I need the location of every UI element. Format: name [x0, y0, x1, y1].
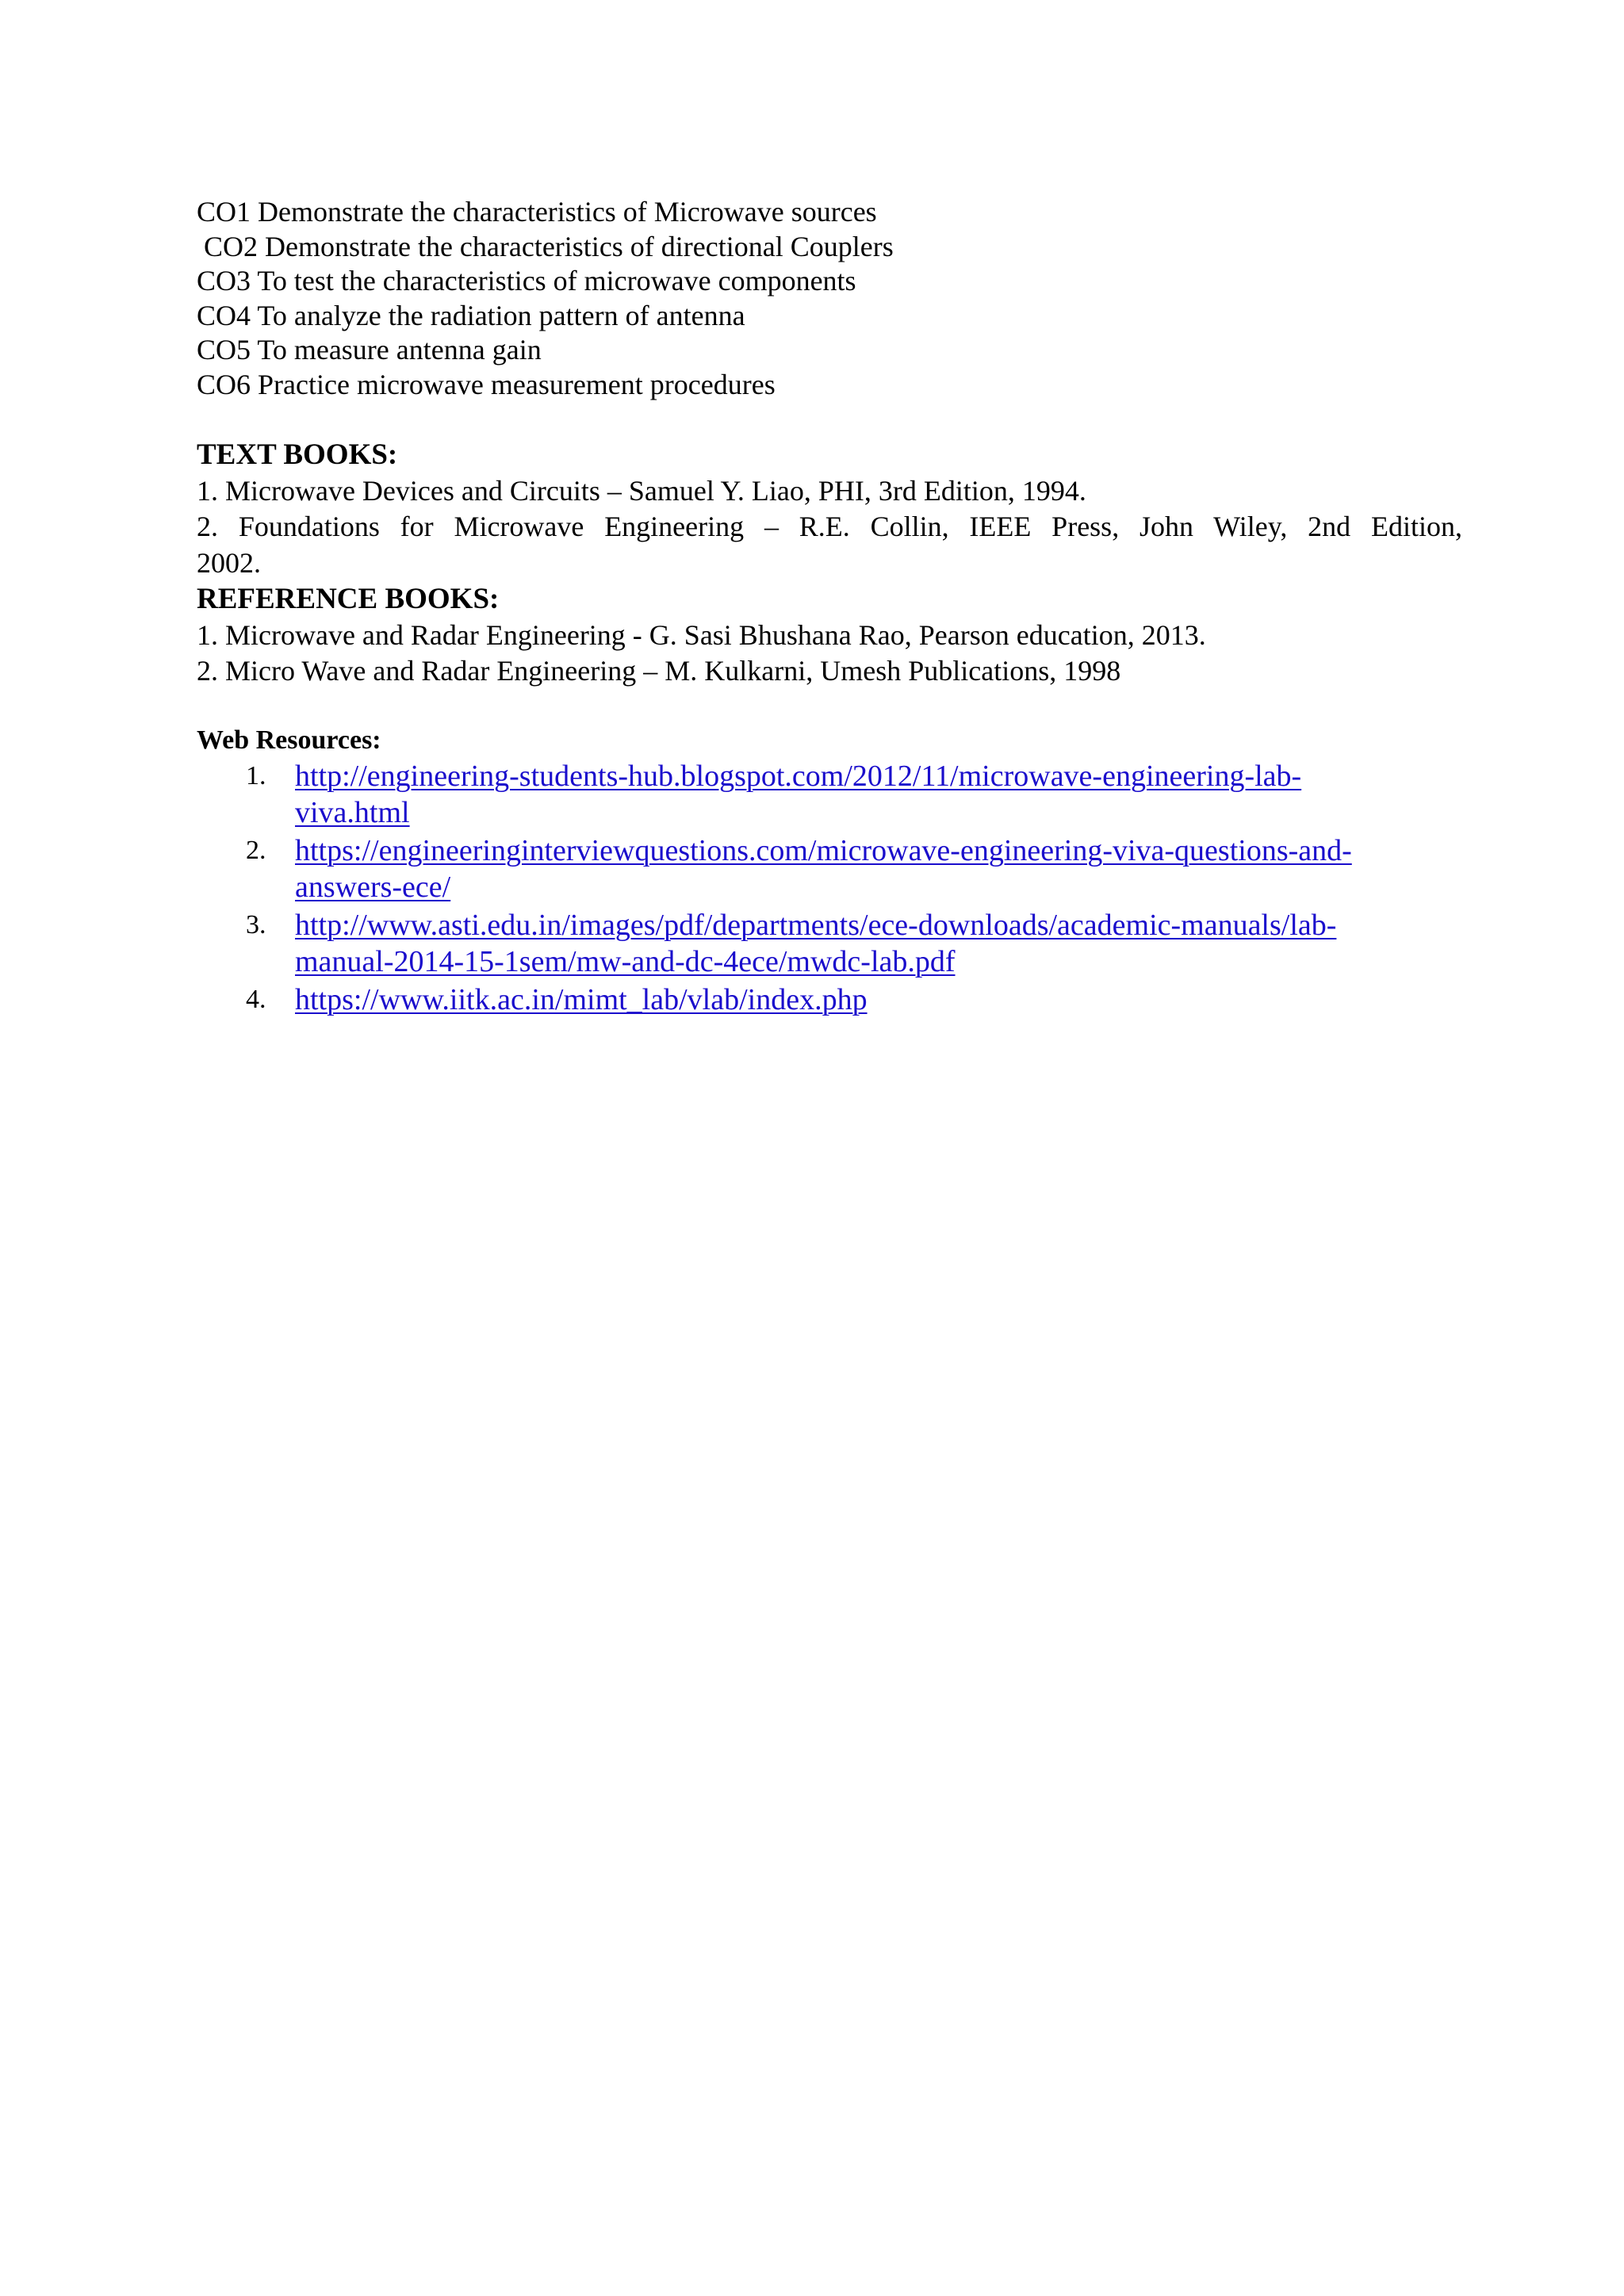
text-book-item-2-continued: 2002.: [197, 546, 261, 579]
link-line-1: http://engineering-students-hub.blogspot.com/2012/11/microwave-engineering-lab-: [295, 759, 1302, 793]
link-line-2: answers-ece/: [295, 870, 451, 904]
text-books-heading: TEXT BOOKS:: [197, 438, 398, 471]
web-resources-list: [197, 758, 1462, 1018]
link-line-2: manual-2014-15-1sem/mw-and-dc-4ece/mwdc-lab.pdf: [295, 944, 956, 978]
course-outcome-co4: CO4 To analyze the radiation pattern of antenna: [197, 299, 745, 331]
web-resources-section: [197, 723, 1462, 1018]
web-resource-item-1: [197, 758, 1462, 831]
page-content: [197, 195, 1462, 1020]
text-book-item-1: 1. Microwave Devices and Circuits – Samuel Y. Liao, PHI, 3rd Edition, 1994.: [197, 474, 1086, 507]
reference-book-item-1: 1. Microwave and Radar Engineering - G. Sasi Bhushana Rao, Pearson education, 2013.: [197, 618, 1206, 651]
course-outcome-co3: CO3 To test the characteristics of microwave components: [197, 265, 856, 297]
list-number: 3.: [246, 909, 266, 939]
reference-books-heading: REFERENCE BOOKS:: [197, 583, 500, 615]
list-number: 1.: [246, 760, 266, 790]
web-resource-item-2: [197, 832, 1462, 905]
web-resources-heading: Web Resources:: [197, 725, 381, 755]
text-book-item-2: 2. Foundations for Microwave Engineering – R.E. Collin, IEEE Press, John Wiley, 2nd Edition,: [197, 511, 1462, 542]
link-line-1: https://engineeringinterviewquestions.com/microwave-engineering-viva-questions-and-: [295, 833, 1352, 867]
web-resource-item-4: [197, 982, 1462, 1018]
web-resource-link-1[interactable]: [295, 760, 1301, 829]
web-resource-link-2[interactable]: [295, 834, 1352, 904]
course-outcome-co1: CO1 Demonstrate the characteristics of Microwave sources: [197, 196, 877, 228]
web-resource-link-3[interactable]: [295, 909, 1336, 978]
course-outcome-co5: CO5 To measure antenna gain: [197, 334, 542, 365]
list-number: 4.: [246, 984, 266, 1014]
link-line-1: https://www.iitk.ac.in/mimt_lab/vlab/index.php: [295, 982, 868, 1016]
course-outcome-co6: CO6 Practice microwave measurement procedures: [197, 368, 776, 400]
books-section: [197, 437, 1462, 690]
link-line-2: viva.html: [295, 795, 410, 829]
course-outcome-co2: CO2 Demonstrate the characteristics of directional Couplers: [197, 230, 894, 262]
web-resource-item-3: [197, 907, 1462, 980]
web-resource-link-4[interactable]: [295, 983, 868, 1016]
reference-book-item-2: 2. Micro Wave and Radar Engineering – M. Kulkarni, Umesh Publications, 1998: [197, 655, 1121, 687]
link-line-1: http://www.asti.edu.in/images/pdf/departments/ece-downloads/academic-manuals/lab-: [295, 908, 1337, 942]
list-number: 2.: [246, 835, 266, 865]
course-outcomes-list: [197, 195, 1462, 402]
